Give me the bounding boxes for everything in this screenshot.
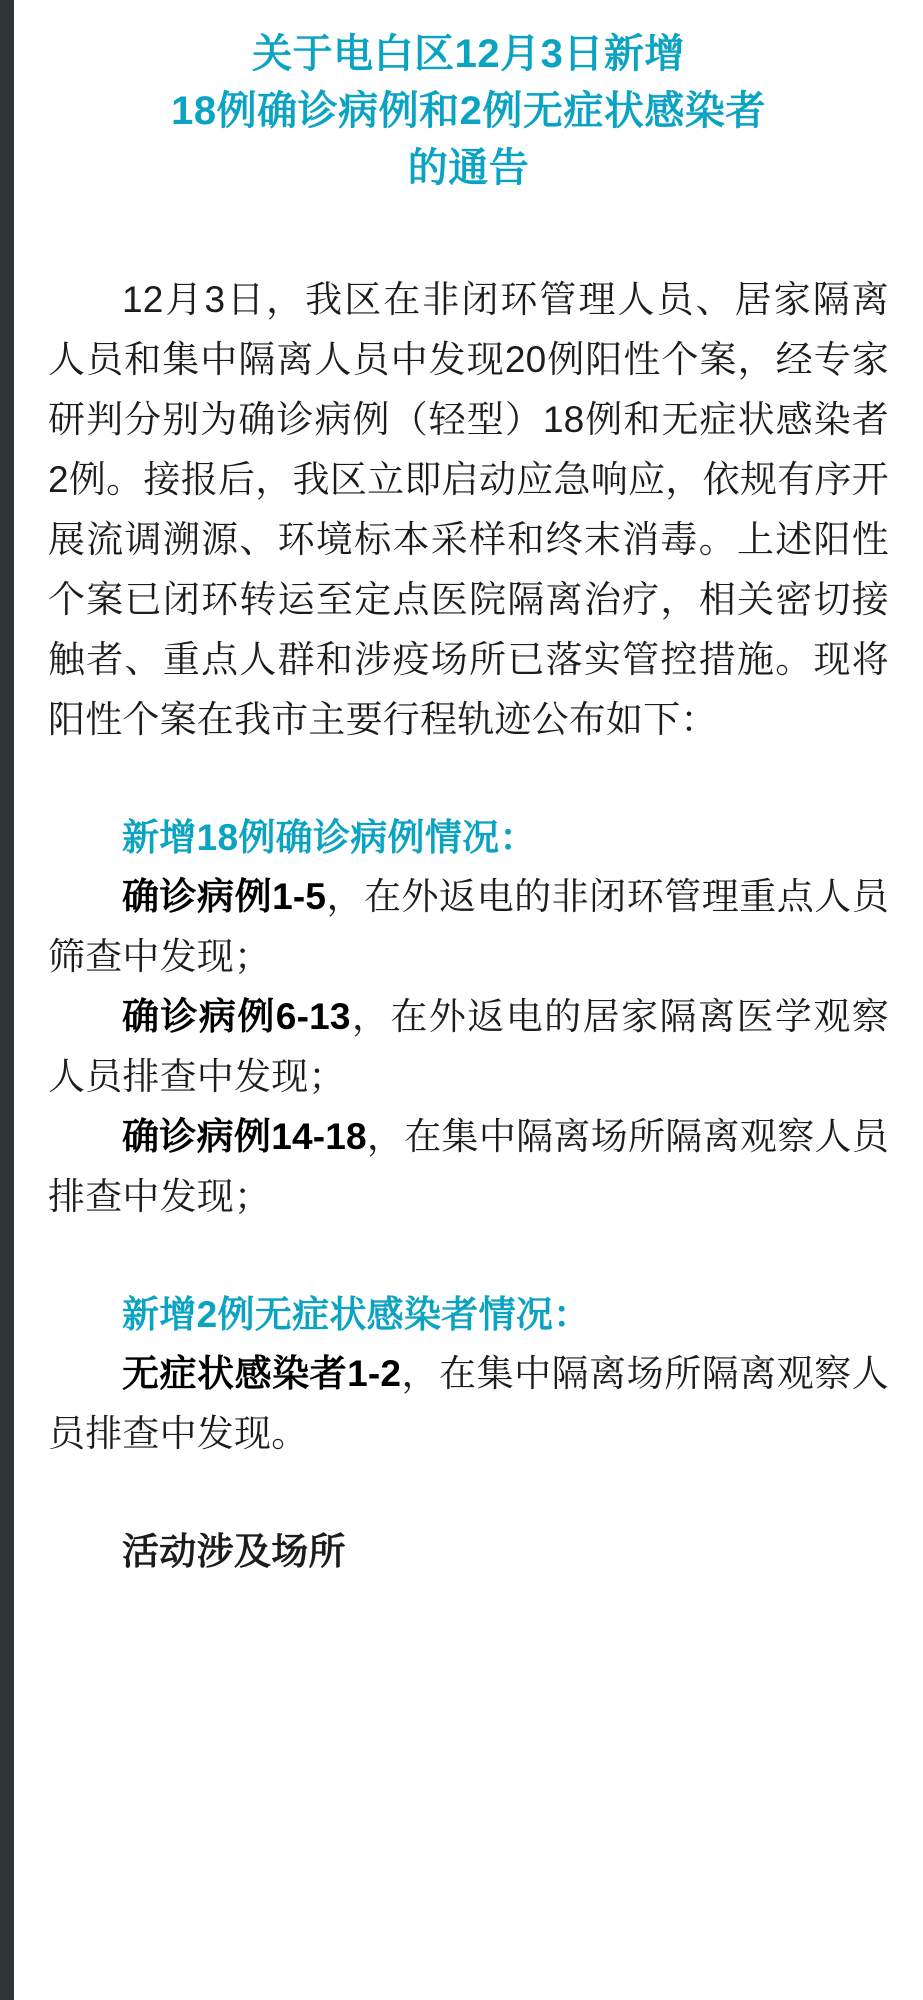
case-label: 无症状感染者1-2 (122, 1352, 402, 1394)
page-title-line-3: 的通告 (407, 145, 530, 190)
case-entry (48, 867, 889, 987)
section-heading-asymptomatic-cases: 新增2例无症状感染者情况： (122, 1293, 591, 1335)
case-detail: ，在外返电的非闭环管理重点人员筛查中发现； (48, 876, 889, 978)
spacer-before-footer-heading (48, 1464, 889, 1522)
spacer-before-section-1 (48, 750, 889, 808)
spacer-after-title (48, 196, 889, 270)
page-title-line-1: 关于电白区12月3日新增 (252, 32, 685, 76)
spacer-before-section-2 (48, 1227, 889, 1285)
case-detail: ，在集中隔离场所隔离观察人员排查中发现； (48, 1115, 889, 1217)
case-label: 确诊病例6-13 (122, 995, 351, 1037)
document-content (14, 0, 923, 1621)
section-heading-confirmed-cases: 新增18例确诊病例情况： (122, 816, 537, 858)
case-entry (48, 1107, 889, 1227)
case-entry (48, 987, 889, 1107)
case-detail: ，在外返电的居家隔离医学观察人员排查中发现； (48, 995, 889, 1097)
page-title-line-2: 18例确诊病例和2例无症状感染者 (171, 88, 766, 133)
case-entry (48, 1344, 889, 1464)
case-detail: ，在集中隔离场所隔离观察人员排查中发现。 (48, 1352, 889, 1454)
section-heading-venues: 活动涉及场所 (122, 1530, 346, 1572)
page-title (58, 26, 879, 196)
left-edge-bar (0, 0, 14, 2000)
intro-paragraph: 12月3日，我区在非闭环管理人员、居家隔离人员和集中隔离人员中发现20例阳性个案，经专家研判分别为确诊病例（轻型）18例和无症状感染者2例。接报后，我区立即启动应急响应，依规有序开展流调溯源、环境标本采样和终末消毒。上述阳性个案已闭环转运至定点医院隔离治疗，相关密切接触者、重点人群和涉疫场所已落实管控措施。现将阳性个案在我市主要行程轨迹公布如下： (48, 279, 889, 740)
case-label: 确诊病例14-18 (122, 1115, 367, 1157)
case-label: 确诊病例1-5 (122, 876, 327, 918)
